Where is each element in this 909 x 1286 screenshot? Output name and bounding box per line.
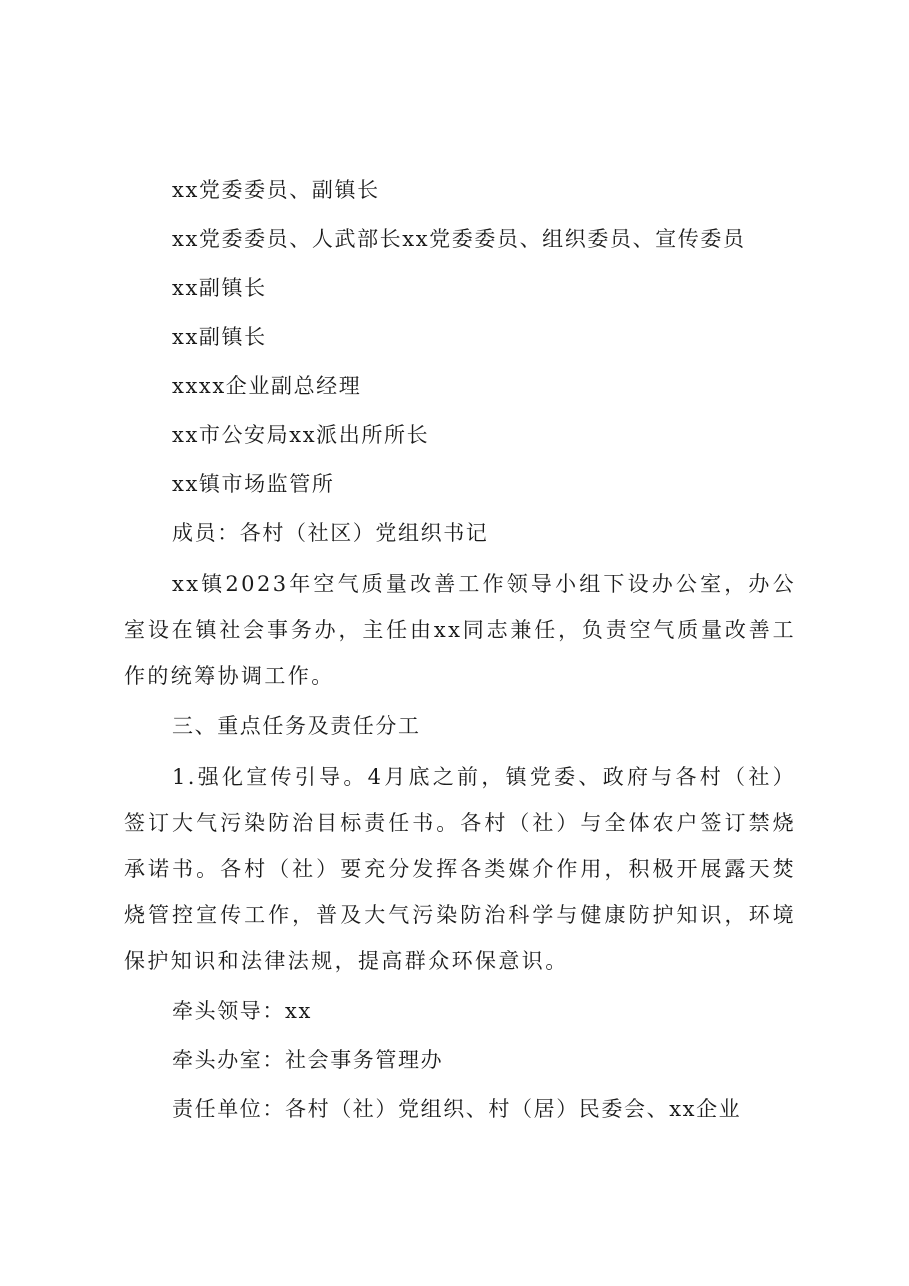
member-line-police: xx市公安局xx派出所所长 bbox=[172, 423, 430, 447]
member-line-armed-forces: xx党委委员、人武部长xx党委委员、组织委员、宣传委员 bbox=[172, 227, 746, 251]
member-line-deputy-mayor-3: xx副镇长 bbox=[172, 325, 267, 349]
lead-leader-line: 牵头领导：xx bbox=[172, 999, 312, 1023]
task-paragraph: 1.强化宣传引导。4月底之前，镇党委、政府与各村（社）签订大气污染防治目标责任书。各村（社）与全体农户签订禁烧承诺书。各村（社）要充分发挥各类媒介作用，积极开展露天焚烧管控宣传工作，普及大气污染防治科学与健康防护知识，环境保护知识和法律法规，提高群众环保意识。 bbox=[124, 765, 796, 973]
member-line-enterprise: xxxx企业副总经理 bbox=[172, 374, 362, 398]
responsible-units-line: 责任单位：各村（社）党组织、村（居）民委会、xx企业 bbox=[172, 1097, 742, 1121]
member-line-deputy-mayor-2: xx副镇长 bbox=[172, 276, 267, 300]
lead-office-line: 牵头办室：社会事务管理办 bbox=[172, 1048, 444, 1072]
members-line: 成员：各村（社区）党组织书记 bbox=[172, 521, 489, 545]
section-heading: 三、重点任务及责任分工 bbox=[172, 714, 421, 738]
member-line-market-supervision: xx镇市场监管所 bbox=[172, 472, 335, 496]
member-line-deputy-mayor-1: xx党委委员、副镇长 bbox=[172, 178, 380, 202]
document-body bbox=[124, 166, 796, 1134]
office-paragraph: xx镇2023年空气质量改善工作领导小组下设办公室，办公室设在镇社会事务办，主任由xx同志兼任，负责空气质量改善工作的统筹协调工作。 bbox=[124, 572, 796, 688]
